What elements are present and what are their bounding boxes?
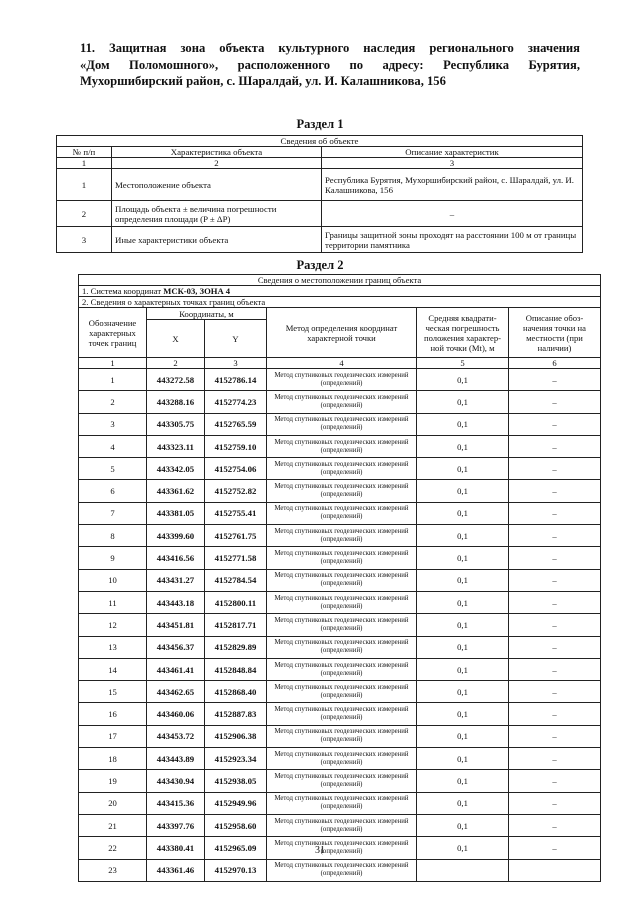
point-number: 20 — [79, 792, 147, 814]
coord-y: 4152800.11 — [205, 591, 267, 613]
point-description: – — [509, 391, 601, 413]
point-number: 7 — [79, 502, 147, 524]
coord-y: 4152765.59 — [205, 413, 267, 435]
method: Метод спутниковых геодезических измерений (определений) — [267, 859, 417, 881]
precision: 0,1 — [417, 658, 509, 680]
precision: 0,1 — [417, 435, 509, 457]
coord-x: 443461.41 — [147, 658, 205, 680]
col-number-6: 6 — [509, 358, 601, 369]
point-description: – — [509, 658, 601, 680]
point-description — [509, 859, 601, 881]
coord-y: 4152752.82 — [205, 480, 267, 502]
point-description: – — [509, 636, 601, 658]
point-number: 21 — [79, 814, 147, 836]
table-row — [79, 502, 601, 524]
point-number: 1 — [79, 369, 147, 391]
points-caption: 2. Сведения о характерных точках границ объекта — [79, 297, 601, 308]
col-number-2: 2 — [112, 158, 322, 169]
method: Метод спутниковых геодезических измерений (определений) — [267, 413, 417, 435]
precision: 0,1 — [417, 837, 509, 859]
col-number-5: 5 — [417, 358, 509, 369]
row-description: Границы защитной зоны проходят на расстоянии 100 м от границы территории памятника — [322, 227, 583, 253]
precision: 0,1 — [417, 547, 509, 569]
row-number: 1 — [57, 169, 112, 201]
row-characteristic: Площадь объекта ± величина погрешности определения площади (P ± ΔP) — [112, 201, 322, 227]
point-description: – — [509, 480, 601, 502]
section-2-title: Раздел 2 — [296, 258, 344, 272]
table-row — [79, 525, 601, 547]
table-row — [57, 201, 583, 227]
coord-x: 443381.05 — [147, 502, 205, 524]
coord-x: 443460.06 — [147, 703, 205, 725]
coord-y: 4152784.54 — [205, 569, 267, 591]
header-x: X — [147, 320, 205, 358]
precision: 0,1 — [417, 725, 509, 747]
precision: 0,1 — [417, 480, 509, 502]
table-row — [79, 569, 601, 591]
precision: 0,1 — [417, 770, 509, 792]
point-description: – — [509, 413, 601, 435]
coord-x: 443361.46 — [147, 859, 205, 881]
coord-y: 4152906.38 — [205, 725, 267, 747]
precision: 0,1 — [417, 569, 509, 591]
coord-y: 4152761.75 — [205, 525, 267, 547]
coord-y: 4152774.23 — [205, 391, 267, 413]
coord-y: 4152965.09 — [205, 837, 267, 859]
point-description: – — [509, 369, 601, 391]
coord-x: 443462.65 — [147, 681, 205, 703]
row-description: Республика Бурятия, Мухоршибирский район, с. Шаралдай, ул. И. Калашникова, 156 — [322, 169, 583, 201]
coord-x: 443451.81 — [147, 614, 205, 636]
method: Метод спутниковых геодезических измерений (определений) — [267, 547, 417, 569]
coord-x: 443380.41 — [147, 837, 205, 859]
section-1-title: Раздел 1 — [296, 117, 344, 131]
document-heading — [80, 40, 580, 90]
coordinate-system — [79, 286, 601, 297]
precision: 0,1 — [417, 681, 509, 703]
table-row — [79, 636, 601, 658]
method: Метод спутниковых геодезических измерений (определений) — [267, 703, 417, 725]
precision: 0,1 — [417, 369, 509, 391]
table-row — [79, 547, 601, 569]
table-row — [79, 725, 601, 747]
coord-x: 443456.37 — [147, 636, 205, 658]
coord-y: 4152949.96 — [205, 792, 267, 814]
point-number: 13 — [79, 636, 147, 658]
point-number: 18 — [79, 748, 147, 770]
boundary-points-table — [78, 274, 601, 882]
method: Метод спутниковых геодезических измерений (определений) — [267, 814, 417, 836]
precision: 0,1 — [417, 591, 509, 613]
coord-x: 443415.36 — [147, 792, 205, 814]
precision: 0,1 — [417, 792, 509, 814]
heading-line-2: «Дом Поломошного», расположенного по адресу: Республика Бурятия, — [80, 57, 580, 72]
coord-x: 443416.56 — [147, 547, 205, 569]
point-number: 23 — [79, 859, 147, 881]
coordinate-system-label: 1. Система координат — [82, 286, 162, 296]
point-description: – — [509, 435, 601, 457]
table-row — [79, 814, 601, 836]
point-description: – — [509, 792, 601, 814]
point-number: 5 — [79, 458, 147, 480]
table-row — [79, 703, 601, 725]
coordinate-system-name: МСК-03, ЗОНА 4 — [163, 286, 231, 296]
table-row — [79, 792, 601, 814]
method: Метод спутниковых геодезических измерений (определений) — [267, 681, 417, 703]
boundary-points-rows — [79, 369, 601, 882]
col-number-1: 1 — [57, 158, 112, 169]
row-number: 2 — [57, 201, 112, 227]
coord-y: 4152817.71 — [205, 614, 267, 636]
col-number-3: 3 — [322, 158, 583, 169]
point-number: 10 — [79, 569, 147, 591]
method: Метод спутниковых геодезических измерений (определений) — [267, 569, 417, 591]
table-row — [79, 435, 601, 457]
point-description: – — [509, 814, 601, 836]
method: Метод спутниковых геодезических измерений (определений) — [267, 770, 417, 792]
table-row — [79, 748, 601, 770]
header-characteristic: Характеристика объекта — [112, 147, 322, 158]
table-row — [79, 413, 601, 435]
method: Метод спутниковых геодезических измерений (определений) — [267, 636, 417, 658]
object-info-caption: Сведения об объекте — [57, 136, 583, 147]
coord-x: 443361.62 — [147, 480, 205, 502]
point-description: – — [509, 748, 601, 770]
precision: 0,1 — [417, 614, 509, 636]
precision: 0,1 — [417, 391, 509, 413]
point-number: 6 — [79, 480, 147, 502]
method: Метод спутниковых геодезических измерений (определений) — [267, 658, 417, 680]
point-number: 22 — [79, 837, 147, 859]
col-number-4: 4 — [267, 358, 417, 369]
point-description: – — [509, 502, 601, 524]
coord-x: 443272.58 — [147, 369, 205, 391]
method: Метод спутниковых геодезических измерений (определений) — [267, 748, 417, 770]
point-number: 2 — [79, 391, 147, 413]
precision: 0,1 — [417, 748, 509, 770]
row-description: – — [322, 201, 583, 227]
coord-x: 443288.16 — [147, 391, 205, 413]
col-number-1: 1 — [79, 358, 147, 369]
precision: 0,1 — [417, 413, 509, 435]
point-description: – — [509, 837, 601, 859]
point-number: 3 — [79, 413, 147, 435]
header-designation: Обозначение характерных точек границ — [79, 308, 147, 358]
precision — [417, 859, 509, 881]
row-characteristic: Иные характеристики объекта — [112, 227, 322, 253]
point-number: 17 — [79, 725, 147, 747]
coord-x: 443443.89 — [147, 748, 205, 770]
coord-x: 443453.72 — [147, 725, 205, 747]
boundary-caption: Сведения о местоположении границ объекта — [79, 275, 601, 286]
coord-y: 4152887.83 — [205, 703, 267, 725]
header-coordinates: Координаты, м — [147, 308, 267, 320]
coord-y: 4152868.40 — [205, 681, 267, 703]
point-number: 16 — [79, 703, 147, 725]
precision: 0,1 — [417, 636, 509, 658]
point-number: 19 — [79, 770, 147, 792]
table-row — [79, 614, 601, 636]
coord-y: 4152755.41 — [205, 502, 267, 524]
coord-x: 443430.94 — [147, 770, 205, 792]
coord-y: 4152754.06 — [205, 458, 267, 480]
point-description: – — [509, 458, 601, 480]
point-number: 4 — [79, 435, 147, 457]
point-description: – — [509, 569, 601, 591]
heading-line-3: Мухоршибирский район, с. Шаралдай, ул. И. Калашникова, 156 — [80, 74, 446, 88]
point-description: – — [509, 591, 601, 613]
row-characteristic: Местоположение объекта — [112, 169, 322, 201]
point-number: 9 — [79, 547, 147, 569]
col-number-2: 2 — [147, 358, 205, 369]
page-number: 31 — [315, 845, 325, 856]
method: Метод спутниковых геодезических измерений (определений) — [267, 480, 417, 502]
table-row — [57, 227, 583, 253]
precision: 0,1 — [417, 502, 509, 524]
point-description: – — [509, 681, 601, 703]
coord-x: 443305.75 — [147, 413, 205, 435]
table-row — [57, 169, 583, 201]
heading-line-1: 11. Защитная зона объекта культурного наследия регионального значения — [80, 41, 580, 55]
point-number: 11 — [79, 591, 147, 613]
coord-x: 443399.60 — [147, 525, 205, 547]
header-point-description: Описание обоз-начения точки на местности (при наличии) — [509, 308, 601, 358]
coord-x: 443443.18 — [147, 591, 205, 613]
point-number: 14 — [79, 658, 147, 680]
coord-y: 4152759.10 — [205, 435, 267, 457]
precision: 0,1 — [417, 458, 509, 480]
method: Метод спутниковых геодезических измерений (определений) — [267, 502, 417, 524]
point-description: – — [509, 525, 601, 547]
point-description: – — [509, 614, 601, 636]
col-number-3: 3 — [205, 358, 267, 369]
header-y: Y — [205, 320, 267, 358]
coord-x: 443342.05 — [147, 458, 205, 480]
method: Метод спутниковых геодезических измерений (определений) — [267, 525, 417, 547]
coord-y: 4152923.34 — [205, 748, 267, 770]
coord-y: 4152938.05 — [205, 770, 267, 792]
row-number: 3 — [57, 227, 112, 253]
header-number: № п/п — [57, 147, 112, 158]
header-precision: Средняя квадрати-ческая погрешность положения характер-ной точки (Mt), м — [417, 308, 509, 358]
coord-x: 443431.27 — [147, 569, 205, 591]
point-description: – — [509, 770, 601, 792]
table-row — [79, 658, 601, 680]
method: Метод спутниковых геодезических измерений (определений) — [267, 614, 417, 636]
table-row — [79, 391, 601, 413]
table-row — [79, 770, 601, 792]
method: Метод спутниковых геодезических измерений (определений) — [267, 458, 417, 480]
precision: 0,1 — [417, 814, 509, 836]
coord-y: 4152848.84 — [205, 658, 267, 680]
table-row — [79, 458, 601, 480]
coord-y: 4152958.60 — [205, 814, 267, 836]
coord-y: 4152786.14 — [205, 369, 267, 391]
precision: 0,1 — [417, 703, 509, 725]
method: Метод спутниковых геодезических измерений (определений) — [267, 369, 417, 391]
point-description: – — [509, 703, 601, 725]
precision: 0,1 — [417, 525, 509, 547]
table-row — [79, 480, 601, 502]
table-row — [79, 681, 601, 703]
method: Метод спутниковых геодезических измерений (определений) — [267, 391, 417, 413]
point-description: – — [509, 725, 601, 747]
method: Метод спутниковых геодезических измерений (определений) — [267, 792, 417, 814]
header-description: Описание характеристик — [322, 147, 583, 158]
method: Метод спутниковых геодезических измерений (определений) — [267, 725, 417, 747]
header-method: Метод определения координат характерной точки — [267, 308, 417, 358]
coord-y: 4152771.58 — [205, 547, 267, 569]
coord-x: 443397.76 — [147, 814, 205, 836]
coord-x: 443323.11 — [147, 435, 205, 457]
point-description: – — [509, 547, 601, 569]
table-row — [79, 369, 601, 391]
table-row — [79, 859, 601, 881]
coord-y: 4152829.89 — [205, 636, 267, 658]
object-info-table — [56, 135, 583, 253]
point-number: 15 — [79, 681, 147, 703]
point-number: 12 — [79, 614, 147, 636]
method: Метод спутниковых геодезических измерений (определений) — [267, 435, 417, 457]
coord-y: 4152970.13 — [205, 859, 267, 881]
point-number: 8 — [79, 525, 147, 547]
table-row — [79, 591, 601, 613]
method: Метод спутниковых геодезических измерений (определений) — [267, 837, 417, 859]
method: Метод спутниковых геодезических измерений (определений) — [267, 591, 417, 613]
